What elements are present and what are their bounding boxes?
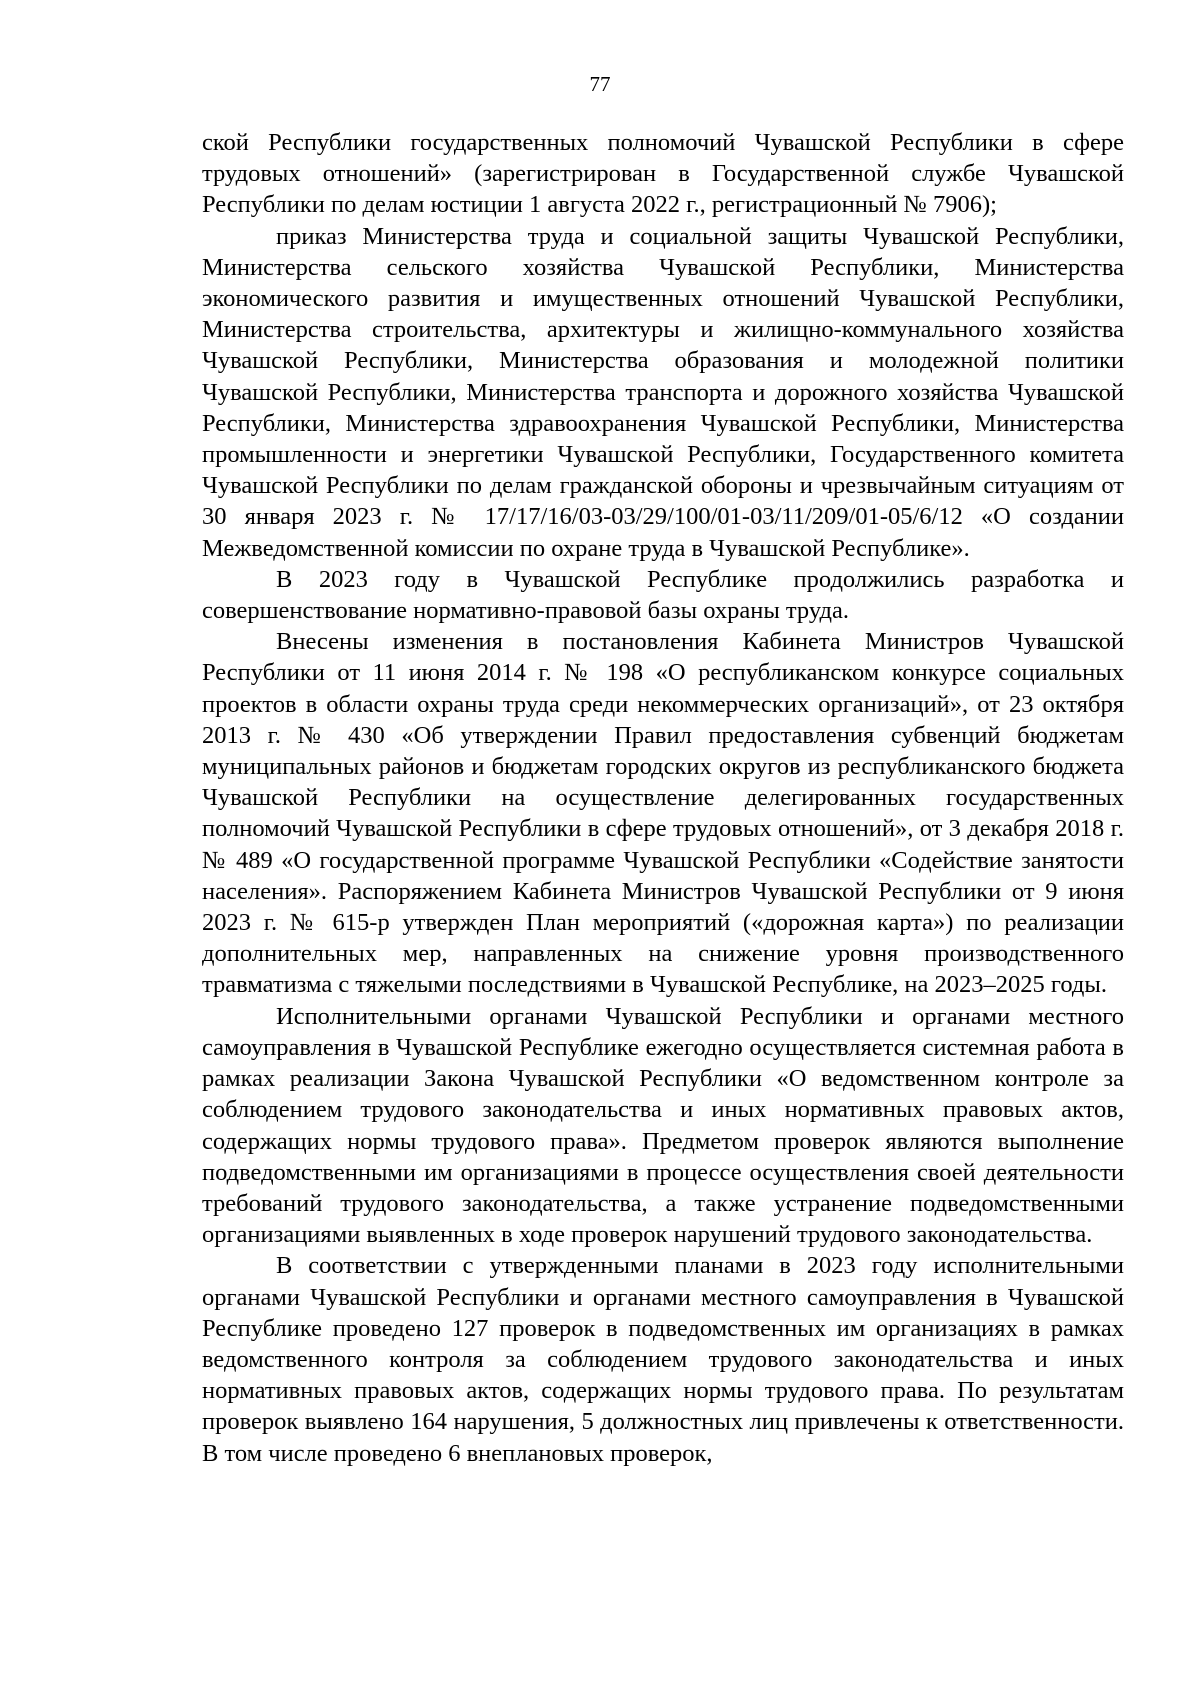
paragraph-inspections: В соответствии с утвержденными планами в 2023 году исполнительными органами Чувашской Республики и органами местного самоуправления в Чувашской Республике проведено 127 проверок в подведомственных им организациях в рамках ведомственного контроля за соблюдением трудового законодательства и иных нормативных правовых актов, содержащих нормы трудового права. По результатам проверок выявлено 164 нарушения, 5 должностных лиц привлечены к ответственности. В том числе проведено 6 внеплановых проверок,: [202, 1252, 1124, 1467]
page-number: 77: [589, 72, 611, 96]
paragraph-order-list: приказ Министерства труда и социальной защиты Чувашской Республики, Министерства сельского хозяйства Чувашской Республики, Министерства экономического развития и имущественных отношений Чувашской Республики, Министерства строительства, архитектуры и жилищно-коммунального хозяйства Чувашской Республики, Министерства образования и молодежной политики Чувашской Республики, Министерства транспорта и дорожного хозяйства Чувашской Республики, Министерства здравоохранения Чувашской Республики, Министерства промышленности и энергетики Чувашской Республики, Государственного комитета Чувашской Республики по делам гражданской обороны и чрезвычайным ситуациям от 30 января 2023 г. № 17/17/16/03-03/29/100/01-03/11/209/01-05/6/12 «О создании Межведомственной комиссии по охране труда в Чувашской Республике».: [202, 222, 1124, 562]
body-text: [202, 127, 1124, 1469]
paragraph-amendments: Внесены изменения в постановления Кабинета Министров Чувашской Республики от 11 июня 2014 г. № 198 «О республиканском конкурсе социальных проектов в области охраны труда среди некоммерческих организаций», от 23 октября 2013 г. № 430 «Об утверждении Правил предоставления субвенций бюджетам муниципальных районов и бюджетам городских округов из республиканского бюджета Чувашской Республики на осуществление делегированных государственных полномочий Чувашской Республики в сфере трудовых отношений», от 3 декабря 2018 г. № 489 «О государственной программе Чувашской Республики «Содействие занятости населения». Распоряжением Кабинета Министров Чувашской Республики от 9 июня 2023 г. № 615-р утвержден План мероприятий («дорожная карта») по реализации дополнительных мер, направленных на снижение уровня производственного травматизма с тяжелыми последствиями в Чувашской Республике, на 2023–2025 годы.: [202, 628, 1124, 999]
paragraph-continuation: ской Республики государственных полномочий Чувашской Республики в сфере трудовых отношений» (зарегистрирован в Государственной службе Чувашской Республики по делам юстиции 1 августа 2022 г., регистрационный № 7906);: [202, 129, 1124, 219]
paragraph-departmental-control: Исполнительными органами Чувашской Республики и органами местного самоуправления в Чувашской Республике ежегодно осуществляется системная работа в рамках реализации Закона Чувашской Республики «О ведомственном контроле за соблюдением трудового законодательства и иных нормативных правовых актов, содержащих нормы трудового права». Предметом проверок являются выполнение подведомственными им организациями в процессе осуществления своей деятельности требований трудового законодательства, а также устранение подведомственными организациями выявленных в ходе проверок нарушений трудового законодательства.: [202, 1002, 1124, 1249]
paragraph-regulatory-base: В 2023 году в Чувашской Республике продолжились разработка и совершенствование нормативно-правовой базы охраны труда.: [202, 565, 1124, 625]
